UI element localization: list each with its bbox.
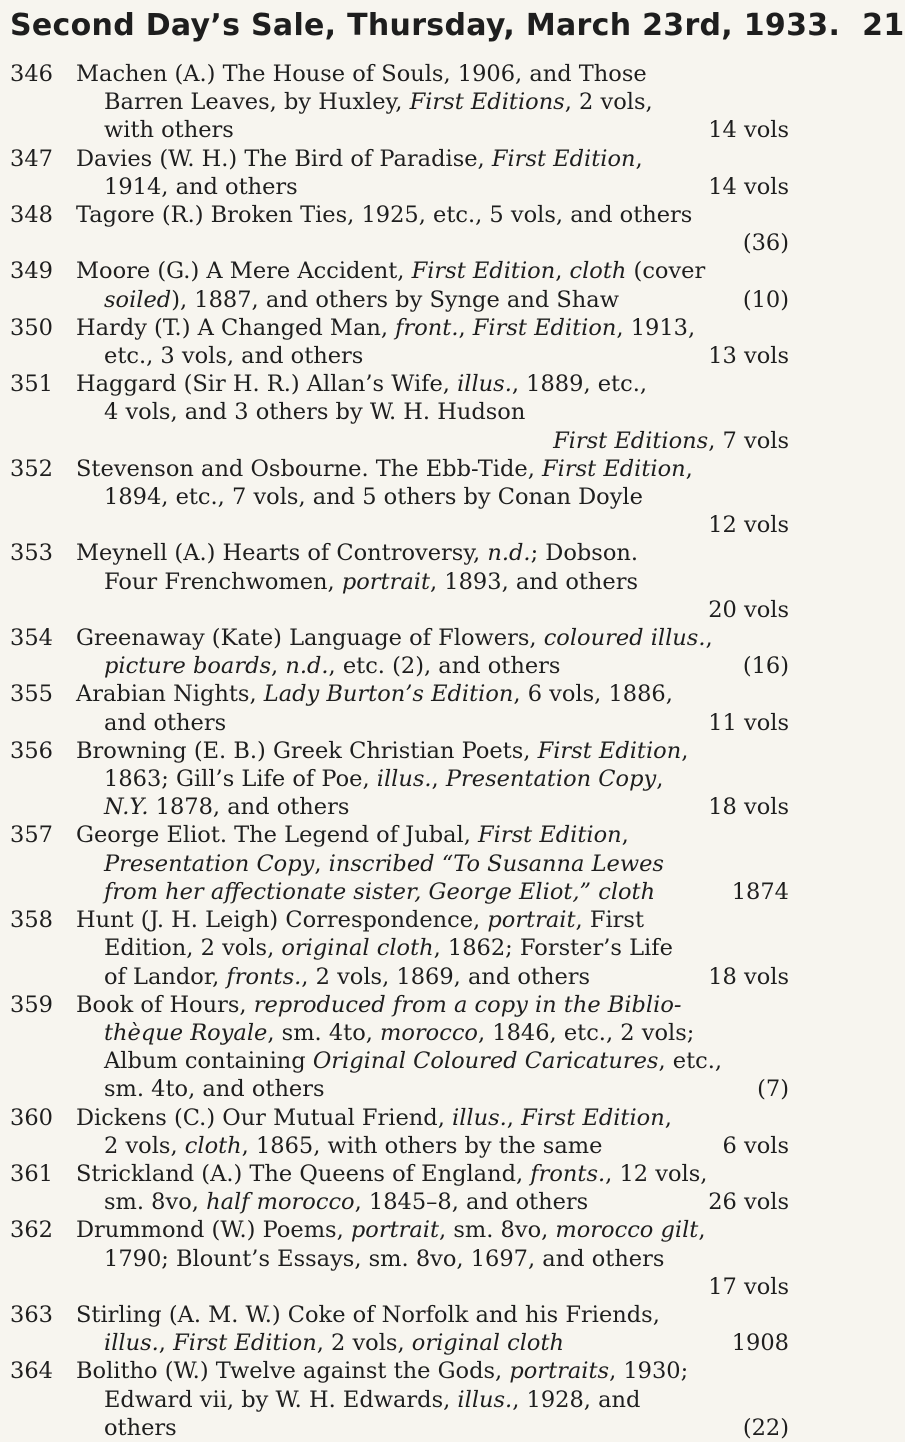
lot-line: N.Y. 1878, and others 18 vols — [104, 794, 789, 821]
lot-quantity: 1908 — [731, 1330, 789, 1357]
lot-line: Album containing Original Coloured Caricatures, etc., — [104, 1048, 723, 1075]
lot-line: 1790; Blount’s Essays, sm. 8vo, 1697, and others — [104, 1245, 665, 1272]
lot-line: Hardy (T.) A Changed Man, front., First Edition, 1913, — [76, 314, 696, 341]
lot-line: Greenaway (Kate) Language of Flowers, coloured illus., — [76, 625, 713, 652]
lot-line: sm. 8vo, half morocco, 1845–8, and others 26 vols — [104, 1189, 789, 1216]
lot-entry — [0, 60, 801, 145]
lot-entry — [0, 145, 801, 201]
lot-entry — [0, 991, 801, 1104]
lot-description — [76, 1357, 789, 1442]
lot-line: 2 vols, cloth, 1865, with others by the same 6 vols — [104, 1132, 789, 1159]
lot-entry — [0, 257, 801, 313]
lot-description — [76, 737, 789, 822]
lot-description — [76, 1104, 789, 1160]
lot-line: from her affectionate sister, George Eliot,” cloth 1874 — [104, 878, 789, 905]
lot-line: and others 11 vols — [104, 709, 789, 736]
lot-description — [76, 991, 789, 1104]
lot-line: Stevenson and Osbourne. The Ebb-Tide, First Edition, — [76, 455, 693, 482]
lot-description — [76, 1216, 789, 1301]
lot-line — [76, 511, 789, 539]
lot-number: 350 — [10, 314, 53, 341]
lot-line: sm. 4to, and others (7) — [104, 1076, 789, 1103]
lot-line: Hunt (J. H. Leigh) Correspondence, portrait, First — [76, 907, 644, 934]
lot-line: illus., First Edition, 2 vols, original cloth 1908 — [104, 1330, 789, 1357]
lot-entry — [0, 314, 801, 370]
lot-line: Edition, 2 vols, original cloth, 1862; Forster’s Life — [104, 935, 673, 962]
lot-number: 354 — [10, 625, 53, 652]
lot-description — [76, 370, 789, 455]
lot-description — [76, 821, 789, 906]
lot-quantity: 14 vols — [708, 117, 789, 144]
lot-entry — [0, 1104, 801, 1160]
lot-quantity: 17 vols — [708, 1273, 789, 1300]
lot-quantity: 20 vols — [708, 596, 789, 623]
lot-description — [76, 314, 789, 370]
lot-number: 347 — [10, 145, 53, 172]
lot-line: George Eliot. The Legend of Jubal, First Edition, — [76, 822, 629, 849]
lot-description — [76, 539, 789, 624]
lot-line: Stirling (A. M. W.) Coke of Norfolk and his Friends, — [76, 1301, 660, 1328]
sale-title: Second Day’s Sale, Thursday, March 23rd, 1933. — [10, 8, 841, 43]
lot-quantity: 18 vols — [708, 794, 789, 821]
lot-entry — [0, 455, 801, 540]
lot-line: of Landor, fronts., 2 vols, 1869, and others 18 vols — [104, 963, 789, 990]
lot-line: Presentation Copy, inscribed “To Susanna Lewes — [104, 850, 664, 877]
lot-number: 356 — [10, 737, 53, 764]
lot-line: with others 14 vols — [104, 117, 789, 144]
lot-quantity: 11 vols — [708, 709, 789, 736]
lot-number: 364 — [10, 1358, 53, 1385]
lot-entry — [0, 201, 801, 257]
lot-number: 357 — [10, 822, 53, 849]
lot-description — [76, 680, 789, 736]
lot-quantity: (10) — [742, 286, 789, 313]
lot-entry — [0, 1216, 801, 1301]
lot-description — [76, 906, 789, 991]
lot-entry — [0, 1160, 801, 1216]
lot-line — [76, 1273, 789, 1301]
lot-description — [76, 1301, 789, 1357]
lot-entry — [0, 680, 801, 736]
lot-line — [76, 596, 789, 624]
lot-entry — [0, 821, 801, 906]
lot-line: Davies (W. H.) The Bird of Paradise, First Edition, — [76, 145, 643, 172]
lot-number: 363 — [10, 1301, 53, 1328]
lot-line: Bolitho (W.) Twelve against the Gods, portraits, 1930; — [76, 1358, 689, 1385]
lot-entry — [0, 1357, 801, 1442]
lot-quantity: 12 vols — [708, 512, 789, 539]
lot-number: 355 — [10, 681, 53, 708]
lot-number: 349 — [10, 258, 53, 285]
lot-entry — [0, 624, 801, 680]
lot-number: 360 — [10, 1104, 53, 1131]
lot-line: Dickens (C.) Our Mutual Friend, illus., First Edition, — [76, 1104, 672, 1131]
lot-description — [76, 60, 789, 145]
lot-line: Strickland (A.) The Queens of England, fronts., 12 vols, — [76, 1160, 708, 1187]
lot-line: Drummond (W.) Poems, portrait, sm. 8vo, morocco gilt, — [76, 1217, 706, 1244]
lot-line: etc., 3 vols, and others 13 vols — [104, 343, 789, 370]
lot-entry — [0, 539, 801, 624]
lot-line: Browning (E. B.) Greek Christian Poets, First Edition, — [76, 737, 689, 764]
lot-line: Book of Hours, reproduced from a copy in the Biblio- — [76, 991, 682, 1018]
lot-line: 4 vols, and 3 others by W. H. Hudson — [104, 399, 526, 426]
lot-description — [76, 455, 789, 540]
lot-quantity: (16) — [742, 653, 789, 680]
page-number: 21 — [862, 8, 905, 43]
lot-number: 358 — [10, 907, 53, 934]
lot-quantity: 1874 — [731, 878, 789, 905]
lot-quantity: 14 vols — [708, 173, 789, 200]
lot-quantity: 26 vols — [708, 1189, 789, 1216]
lot-quantity: First Editions, 7 vols — [553, 427, 789, 454]
lot-description — [76, 145, 789, 201]
lot-number: 362 — [10, 1217, 53, 1244]
lot-entry — [0, 1301, 801, 1357]
lot-number: 351 — [10, 371, 53, 398]
lot-line: 1863; Gill’s Life of Poe, illus., Presentation Copy, — [104, 766, 664, 793]
lot-line: Haggard (Sir H. R.) Allan’s Wife, illus., 1889, etc., — [76, 371, 648, 398]
lot-line: thèque Royale, sm. 4to, morocco, 1846, etc., 2 vols; — [104, 1019, 695, 1046]
lot-number: 353 — [10, 540, 53, 567]
lot-line: 1894, etc., 7 vols, and 5 others by Conan Doyle — [104, 484, 643, 511]
lot-line: 1914, and others 14 vols — [104, 173, 789, 200]
lot-number: 352 — [10, 455, 53, 482]
lot-quantity: (36) — [742, 230, 789, 257]
lot-description — [76, 624, 789, 680]
lot-line — [76, 427, 789, 455]
lot-line: Arabian Nights, Lady Burton’s Edition, 6 vols, 1886, — [76, 681, 673, 708]
lot-description — [76, 257, 789, 313]
lot-quantity: 13 vols — [708, 343, 789, 370]
lot-number: 346 — [10, 61, 53, 87]
lot-quantity: (22) — [742, 1414, 789, 1441]
lot-line: picture boards, n.d., etc. (2), and others (16) — [104, 653, 789, 680]
lot-quantity: 18 vols — [708, 963, 789, 990]
lot-number: 361 — [10, 1160, 53, 1187]
lot-quantity: 6 vols — [722, 1132, 789, 1159]
lot-line: Barren Leaves, by Huxley, First Editions, 2 vols, — [104, 89, 653, 116]
lot-description — [76, 1160, 789, 1216]
lot-entry — [0, 737, 801, 822]
lot-entry — [0, 906, 801, 991]
lot-quantity: (7) — [757, 1076, 789, 1103]
lot-number: 348 — [10, 202, 53, 229]
lot-line: Meynell (A.) Hearts of Controversy, n.d.; Dobson. — [76, 540, 639, 567]
lot-line: Machen (A.) The House of Souls, 1906, and Those — [76, 61, 647, 87]
lot-line: others (22) — [104, 1414, 789, 1441]
lot-line: Moore (G.) A Mere Accident, First Edition, cloth (cover — [76, 258, 706, 285]
page-header — [10, 8, 905, 43]
lot-line: Tagore (R.) Broken Ties, 1925, etc., 5 vols, and others — [76, 202, 693, 229]
lot-line: Edward vii, by W. H. Edwards, illus., 1928, and — [104, 1386, 641, 1413]
lot-line: soiled), 1887, and others by Synge and Shaw (10) — [104, 286, 789, 313]
lot-line — [76, 229, 789, 257]
lot-entry — [0, 370, 801, 455]
lot-number: 359 — [10, 991, 53, 1018]
lot-line: Four Frenchwomen, portrait, 1893, and others — [104, 568, 639, 595]
lot-list — [0, 60, 801, 1442]
lot-description — [76, 201, 789, 257]
